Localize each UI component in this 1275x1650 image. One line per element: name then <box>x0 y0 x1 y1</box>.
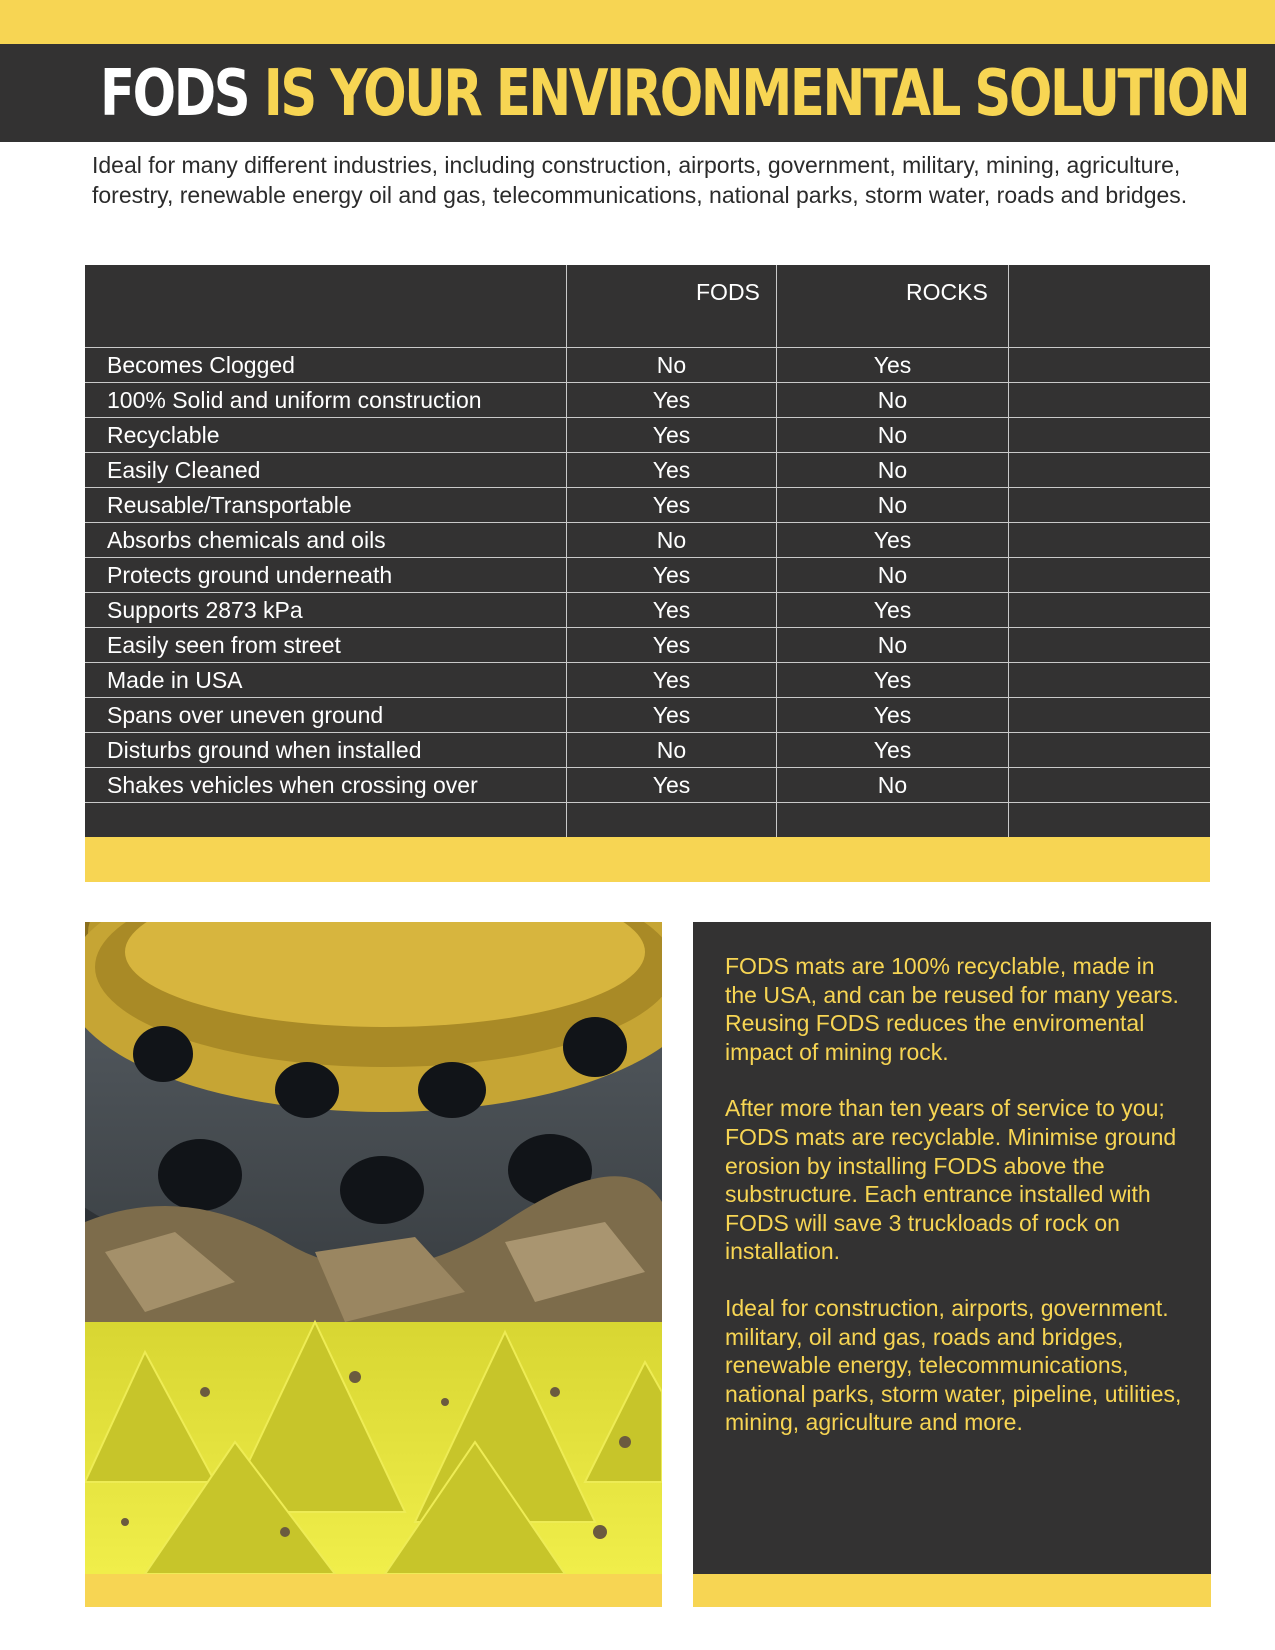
row-empty-cell <box>1009 418 1210 452</box>
row-rocks-value: No <box>777 768 1009 802</box>
row-empty-cell <box>1009 698 1210 732</box>
row-empty-cell <box>1009 593 1210 627</box>
row-empty-cell <box>1009 768 1210 802</box>
tire-on-mat-photo <box>85 922 662 1574</box>
table-footer-row <box>85 802 1210 837</box>
row-label: Becomes Clogged <box>85 348 567 382</box>
info-paragraph-service: After more than ten years of service to you; FODS mats are recyclable. Minimise ground erosion by installing FODS above the substructure. Each entrance installed with FODS will save 3 truckloads of rock on installation. <box>725 1095 1177 1265</box>
row-fods-value: No <box>567 733 777 767</box>
row-label: Recyclable <box>85 418 567 452</box>
title-brand: FODS <box>100 57 249 131</box>
tire-photo-illustration <box>85 922 662 1574</box>
row-label: Made in USA <box>85 663 567 697</box>
row-fods-value: Yes <box>567 453 777 487</box>
row-empty-cell <box>1009 733 1210 767</box>
row-label: Spans over uneven ground <box>85 698 567 732</box>
row-rocks-value: Yes <box>777 593 1009 627</box>
row-empty-cell <box>1009 663 1210 697</box>
table-header-row <box>85 265 1210 347</box>
row-empty-cell <box>1009 348 1210 382</box>
table-row <box>85 382 1210 417</box>
table-row <box>85 347 1210 382</box>
row-label: Shakes vehicles when crossing over <box>85 768 567 802</box>
page-title <box>100 54 1248 134</box>
info-paragraph-industries: Ideal for construction, airports, government. military, oil and gas, roads and bridges, renewable energy, telecommunications, national parks, storm water, pipeline, utilities, mining, agriculture and more. <box>725 1294 1182 1436</box>
row-empty-cell <box>1009 558 1210 592</box>
table-body <box>85 347 1210 802</box>
row-empty-cell <box>1009 383 1210 417</box>
row-label: Supports 2873 kPa <box>85 593 567 627</box>
info-paragraph-recyclable: FODS mats are 100% recyclable, made in the USA, and can be reused for many years. Reusing FODS reduces the enviromental impact of mining rock. <box>725 953 1179 1065</box>
table-row <box>85 732 1210 767</box>
row-fods-value: Yes <box>567 663 777 697</box>
row-rocks-value: No <box>777 418 1009 452</box>
row-label: Reusable/Transportable <box>85 488 567 522</box>
row-fods-value: Yes <box>567 383 777 417</box>
row-rocks-value: Yes <box>777 733 1009 767</box>
row-label: Absorbs chemicals and oils <box>85 523 567 557</box>
row-label: Disturbs ground when installed <box>85 733 567 767</box>
info-yellow-stripe <box>693 1574 1211 1607</box>
info-box <box>693 922 1211 1574</box>
table-row <box>85 592 1210 627</box>
table-row <box>85 557 1210 592</box>
row-label: Easily Cleaned <box>85 453 567 487</box>
row-empty-cell <box>1009 523 1210 557</box>
row-rocks-value: No <box>777 383 1009 417</box>
row-label: Protects ground underneath <box>85 558 567 592</box>
row-label: Easily seen from street <box>85 628 567 662</box>
row-empty-cell <box>1009 628 1210 662</box>
row-fods-value: No <box>567 523 777 557</box>
table-row <box>85 487 1210 522</box>
row-rocks-value: Yes <box>777 523 1009 557</box>
row-rocks-value: No <box>777 558 1009 592</box>
table-row <box>85 522 1210 557</box>
header-cell-fods: FODS <box>567 265 777 347</box>
row-fods-value: Yes <box>567 628 777 662</box>
row-rocks-value: No <box>777 453 1009 487</box>
row-fods-value: Yes <box>567 418 777 452</box>
table-row <box>85 417 1210 452</box>
header-cell-empty <box>1009 265 1210 347</box>
photo-yellow-stripe <box>85 1574 662 1607</box>
row-fods-value: No <box>567 348 777 382</box>
row-rocks-value: Yes <box>777 698 1009 732</box>
intro-paragraph: Ideal for many different industries, including construction, airports, government, military, mining, agriculture, forestry, renewable energy oil and gas, telecommunications, national parks, storm water, roads and bridges. <box>92 152 1188 208</box>
row-rocks-value: Yes <box>777 663 1009 697</box>
table-row <box>85 662 1210 697</box>
row-fods-value: Yes <box>567 558 777 592</box>
header-cell-label <box>85 265 567 347</box>
table-row <box>85 627 1210 662</box>
table-row <box>85 452 1210 487</box>
row-rocks-value: No <box>777 488 1009 522</box>
row-rocks-value: Yes <box>777 348 1009 382</box>
row-rocks-value: No <box>777 628 1009 662</box>
row-empty-cell <box>1009 453 1210 487</box>
title-tagline: IS YOUR ENVIRONMENTAL SOLUTION <box>263 57 1249 131</box>
table-yellow-band <box>85 837 1210 882</box>
header-cell-rocks: ROCKS <box>777 265 1009 347</box>
comparison-table <box>85 265 1210 882</box>
table-row <box>85 697 1210 732</box>
row-fods-value: Yes <box>567 698 777 732</box>
row-fods-value: Yes <box>567 488 777 522</box>
row-label: 100% Solid and uniform construction <box>85 383 567 417</box>
row-empty-cell <box>1009 488 1210 522</box>
table-row <box>85 767 1210 802</box>
row-fods-value: Yes <box>567 768 777 802</box>
top-yellow-stripe <box>0 0 1275 44</box>
row-fods-value: Yes <box>567 593 777 627</box>
